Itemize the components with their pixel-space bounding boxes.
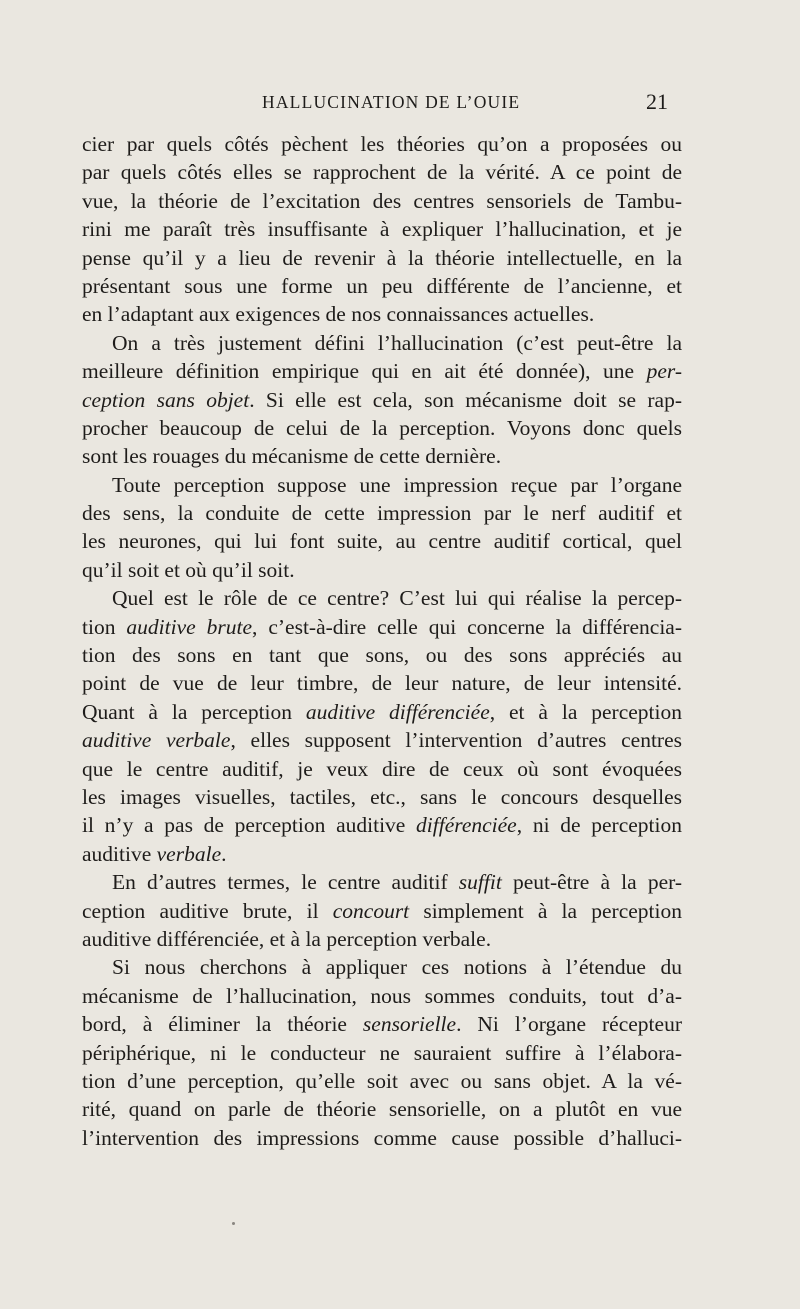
text-line: des sens, la conduite de cette impression par le nerf auditif et [82,501,682,526]
text-line: bord, à éliminer la théorie sensorielle. Ni l’organe récepteur [82,1012,682,1037]
text-line: tion d’une perception, qu’elle soit avec ou sans objet. A la vé- [82,1068,682,1093]
text-line: mécanisme de l’hallucination, nous sommes conduits, tout d’a- [82,983,682,1008]
text-line: tion des sons en tant que sons, ou des sons appréciés au [82,643,682,668]
italic-term: sensorielle [362,1012,457,1037]
text-line: tion auditive brute, c’est-à-dire celle qui concerne la différencia- [82,614,682,639]
text-line: les neurones, qui lui font suite, au centre auditif cortical, quel [82,529,682,554]
text-line: En d’autres termes, le centre auditif suffit peut-être à la per- [112,870,682,895]
text-line: que le centre auditif, je veux dire de ceux où sont évoquées [82,756,682,781]
text-line: par quels côtés elles se rapprochent de la vérité. A ce point de [82,160,682,185]
italic-term: ception sans objet [82,387,250,412]
text-line: procher beaucoup de celui de la perception. Voyons donc quels [82,415,682,440]
text-line: auditive différenciée, et à la perception verbale. [82,926,492,951]
text-line: rité, quand on parle de théorie sensorielle, on a plutôt en vue [82,1097,682,1122]
text-line: les images visuelles, tactiles, etc., sans le concours desquelles [82,784,682,809]
text-line: pense qu’il y a lieu de revenir à la théorie intellectuelle, en la [82,245,682,270]
text-line: en l’adaptant aux exigences de nos connaissances actuelles. [82,302,595,327]
text-line: l’intervention des impressions comme cause possible d’halluci- [82,1125,682,1150]
italic-term: auditive différenciée [305,699,490,724]
text-line: meilleure définition empirique qui en ait été donnée), une per- [82,359,682,384]
text-line: auditive verbale. [82,841,227,866]
italic-term: verbale [156,841,222,866]
page-number: 21 [646,89,668,114]
text-line: rini me paraît très insuffisante à expliquer l’hallucination, et je [82,217,682,242]
italic-term: auditive verbale [82,728,231,753]
text-line: ception sans objet. Si elle est cela, son mécanisme doit se rap- [82,387,682,412]
text-line: On a très justement défini l’hallucination (c’est peut-être la [112,330,682,355]
text-line: qu’il soit et où qu’il soit. [82,557,295,582]
italic-term: auditive brute [126,614,252,639]
text-line: auditive verbale, elles supposent l’intervention d’autres centres [82,728,682,753]
body-text [82,130,682,1152]
text-line: Toute perception suppose une impression reçue par l’organe [112,472,682,497]
italic-term: concourt [332,898,410,923]
text-line: Quel est le rôle de ce centre? C’est lui qui réalise la percep- [112,586,682,611]
text-line: sont les rouages du mécanisme de cette dernière. [82,444,502,469]
text-line: il n’y a pas de perception auditive différenciée, ni de perception [82,813,682,838]
running-head [262,89,682,122]
italic-term: suffit [458,870,502,895]
running-title: HALLUCINATION DE L’OUIE [262,92,521,112]
text-line: périphérique, ni le conducteur ne sauraient suffire à l’élabora- [82,1040,682,1065]
text-line: Quant à la perception auditive différenciée, et à la perception [82,699,682,724]
italic-term: per- [646,359,682,384]
text-line: Si nous cherchons à appliquer ces notions à l’étendue du [112,955,682,980]
text-line: vue, la théorie de l’excitation des centres sensoriels de Tambu- [82,188,682,213]
print-speck [232,1222,235,1225]
text-line: point de vue de leur timbre, de leur nature, de leur intensité. [82,671,682,696]
italic-term: différenciée [416,813,517,838]
text-line: ception auditive brute, il concourt simplement à la perception [82,898,682,923]
text-line: cier par quels côtés pèchent les théories qu’on a proposées ou [82,132,682,156]
text-line: présentant sous une forme un peu différente de l’ancienne, et [82,273,682,298]
